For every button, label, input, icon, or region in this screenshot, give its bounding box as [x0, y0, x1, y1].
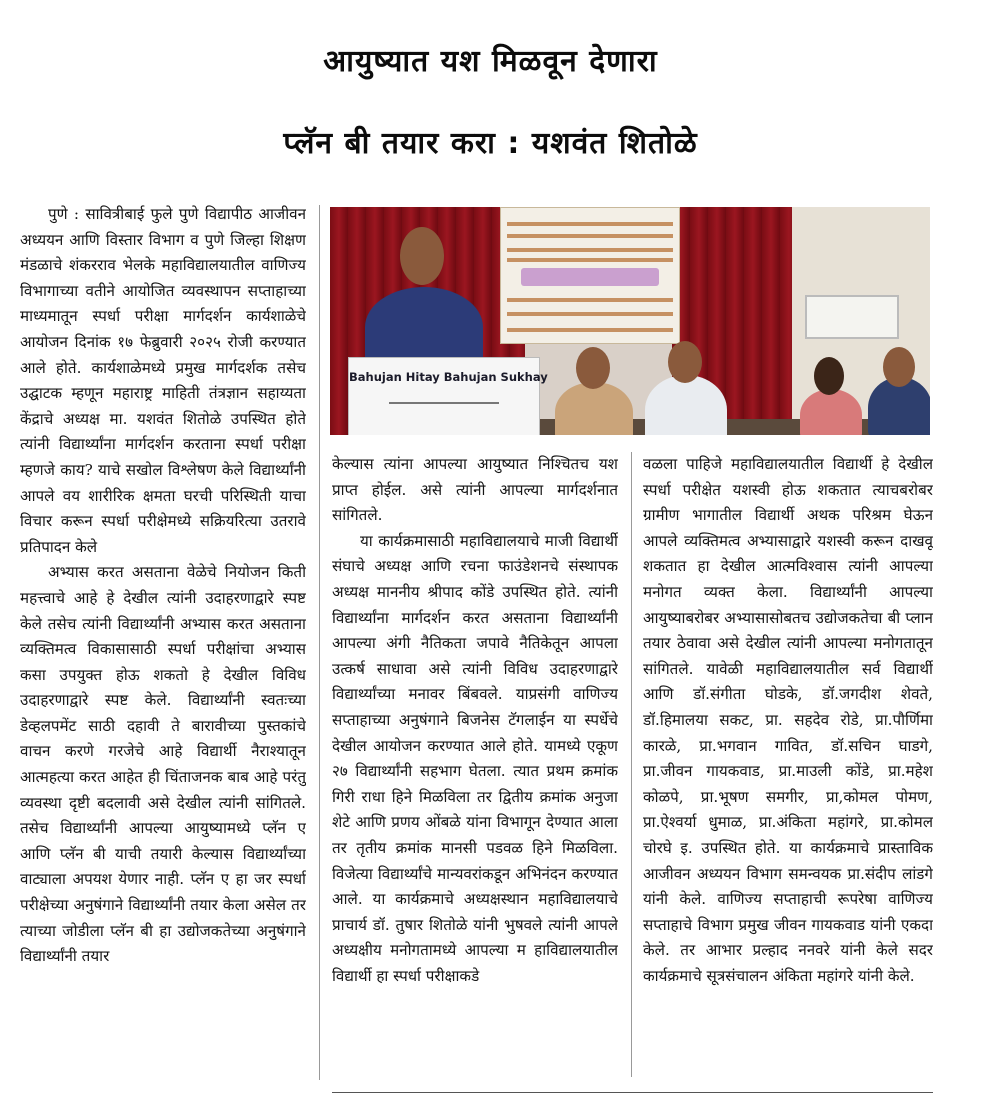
headline-line-2: प्लॅन बी तयार करा : यशवंत शितोळे	[283, 126, 698, 161]
guest-1	[555, 382, 633, 435]
paragraph: केल्यास त्यांना आपल्या आयुष्यात निश्चितच यश प्राप्त होईल. असे त्यांनी आपल्या मार्गदर्शनात सांगितले.	[332, 455, 618, 525]
speaker-head	[400, 227, 444, 285]
podium-text: Bahujan Hitay Bahujan Sukhay	[349, 370, 548, 384]
column-divider	[319, 205, 320, 1080]
headline-line-1: आयुष्यात यश मिळवून देणारा	[323, 44, 658, 79]
paragraph: पुणे : सावित्रीबाई फुले पुणे विद्यापीठ आजीवन अध्ययन आणि विस्तार विभाग व पुणे जिल्हा शिक्षण मंडळाचे शंकरराव भेलके महाविद्यालयातील वाणिज्य विभागाच्या वतीने आयोजित व्यवस्थापन सप्ताहाच्या माध्यमातून स्पर्धा परीक्षा मार्गदर्शन कार्यशाळेचे आयोजन दिनांक १७ फेब्रुवारी २०२५ रोजी करण्यात आले होते. कार्यशाळेमध्ये प्रमुख मार्गदर्शक तसेच उद्घाटक म्हणून महाराष्ट्र माहिती तंत्रज्ञान सहाय्यता केंद्राचे अध्यक्ष मा. यशवंत शितोळे उपस्थित होते त्यांनी विद्यार्थ्यांना मार्गदर्शन करताना स्पर्धा परीक्षा म्हणजे काय? याचे सखोल विश्लेषण केले विद्यार्थ्यांनी आपले वय शारीरिक क्षमता घरची परिस्थिती याचा विचार करून स्पर्धा परीक्षेमध्ये सक्रियरित्या उतरावे प्रतिपादन केले	[20, 205, 306, 556]
speaker	[365, 287, 483, 367]
paragraph: अभ्यास करत असताना वेळेचे नियोजन किती महत्त्वाचे आहे हे देखील त्यांनी उदाहरणाद्वारे स्पष्ट केले तसेच त्यांनी विद्यार्थ्यांनी अभ्यास करत असताना व्यक्तिमत्व विकासासाठी स्पर्धा परीक्षांचा अभ्यास कसा उपयुक्त होऊ शकतो हे देखील विविध उदाहरणाद्वारे स्पष्ट केले. विद्यार्थ्यांनी स्वतःच्या डेव्हलपमेंट साठी दहावी ते बारावीच्या पुस्तकांचे वाचन करणे गरजेचे आहे विद्यार्थी नैराश्यातून आत्महत्या करत आहेत ही चिंताजनक बाब आहे परंतु व्यवस्था दृष्टी बदलावी असे देखील त्यांनी सांगितले. तसेच विद्यार्थ्यांनी आपल्या आयुष्यामध्ये प्लॅन ए आणि प्लॅन बी याची तयारी केल्यास विद्यार्थ्यांच्या वाट्याला अपयश येणार नाही. प्लॅन ए हा जर स्पर्धा परीक्षेच्या अनुषंगाने विद्यार्थ्यांनी तयार केला असेल तर त्याच्या जोडीला प्लॅन बी हा उद्योजकतेच्या अनुषंगाने विद्यार्थ्यांनी तयार	[20, 563, 306, 966]
podium	[348, 357, 548, 435]
hall-window	[805, 295, 899, 339]
guest-3	[800, 389, 862, 435]
event-banner	[500, 207, 680, 344]
paragraph: वळला पाहिजे महाविद्यालयातील विद्यार्थी हे देखील स्पर्धा परीक्षेत यशस्वी होऊ शकतात त्याचबरोबर ग्रामीण भागातील विद्यार्थी अथक परिश्रम घेऊन आपले व्यक्तिमत्व अभ्यासाद्वारे यशस्वी करून दाखवू शकतात हा देखील आत्मविश्वास त्यांनी आपल्या मनोगत व्यक्त केला. विद्यार्थ्यांनी आपल्या आयुष्याबरोबर अभ्यासासोबतच उद्योजकतेचा बी प्लान तयार ठेवावा असे देखील त्यांनी आपल्या मनोगतातून सांगितले. यावेळी महाविद्यालयातील सर्व विद्यार्थी आणि डॉ.संगीता घोडके, डॉ.जगदीश शेवते, डॉ.हिमालया सकट, प्रा. सहदेव रोडे, प्रा.पौर्णिमा कारळे, प्रा.भगवान गावित, डॉ.सचिन घाडगे, प्रा.जीवन गायकवाड, प्रा.माउली कोंडे, प्रा.महेश कोळपे, प्रा.भूषण समगीर, प्रा,कोमल पोमण, प्रा.ऐश्वर्या धुमाळ, प्रा.अंकिता महांगरे, प्रा.कोमल चोरघे इ. उपस्थित होते. या कार्यक्रमाचे प्रास्ताविक आजीवन अध्ययन विभाग समन्वयक प्रा.संदीप लांडगे यांनी केले. वाणिज्य सप्ताहाची रूपरेषा वाणिज्य सप्ताहाचे विभाग प्रमुख जीवन गायकवाड यांनी एकदा केले. तर आभार प्रल्हाद ननवरे यांनी केले सदर कार्यक्रमाचे सूत्रसंचालन अंकिता महांगरे यांनी केले.	[643, 455, 933, 985]
bottom-rule	[332, 1092, 933, 1093]
paragraph: या कार्यक्रमासाठी महाविद्यालयाचे माजी विद्यार्थी संघाचे अध्यक्ष आणि रचना फाउंडेशनचे संस्थापक अध्यक्ष माननीय श्रीपाद कोंडे उपस्थित होते. त्यांनी विद्यार्थ्यांना मार्गदर्शन करत असताना विद्यार्थ्यांनी आपल्या अंगी नैतिकता जपावे नैतिकेतून आपला उत्कर्ष साधावा असे त्यांनी विविध उदाहरणाद्वारे विद्यार्थ्यांच्या मनावर बिंबवले. याप्रसंगी वाणिज्य सप्ताहाच्या अनुषंगाने बिजनेस टॅगलाईन या स्पर्धेचे देखील आयोजन करण्यात आले होते. यामध्ये एकूण २७ विद्यार्थ्यांनी सहभाग घेतला. त्यात प्रथम क्रमांक गिरी राधा हिने मिळविला तर द्वितीय क्रमांक अनुजा शेटे आणि प्रणय ओंबळे यांना विभागून देण्यात आला तर तृतीय क्रमांक मानसी पडवळ हिने मिळविला. विजेत्या विद्यार्थ्यांचे मान्यवरांकडून अभिनंदन करण्यात आले. या कार्यक्रमाचे अध्यक्षस्थान महाविद्यालयाचे प्राचार्य डॉ. तुषार शितोळे यांनी भुषवले त्यांनी आपले अध्यक्षीय मनोगतामध्ये आपल्या म हाविद्यालयातील विद्यार्थी हा स्पर्धा परीक्षाकडे	[332, 531, 618, 985]
event-photo	[330, 207, 930, 435]
article-column-2	[332, 452, 618, 1072]
guest-2	[645, 375, 727, 435]
article-column-3	[643, 452, 933, 1072]
article-column-1	[20, 202, 306, 1082]
column-divider	[631, 452, 632, 1077]
